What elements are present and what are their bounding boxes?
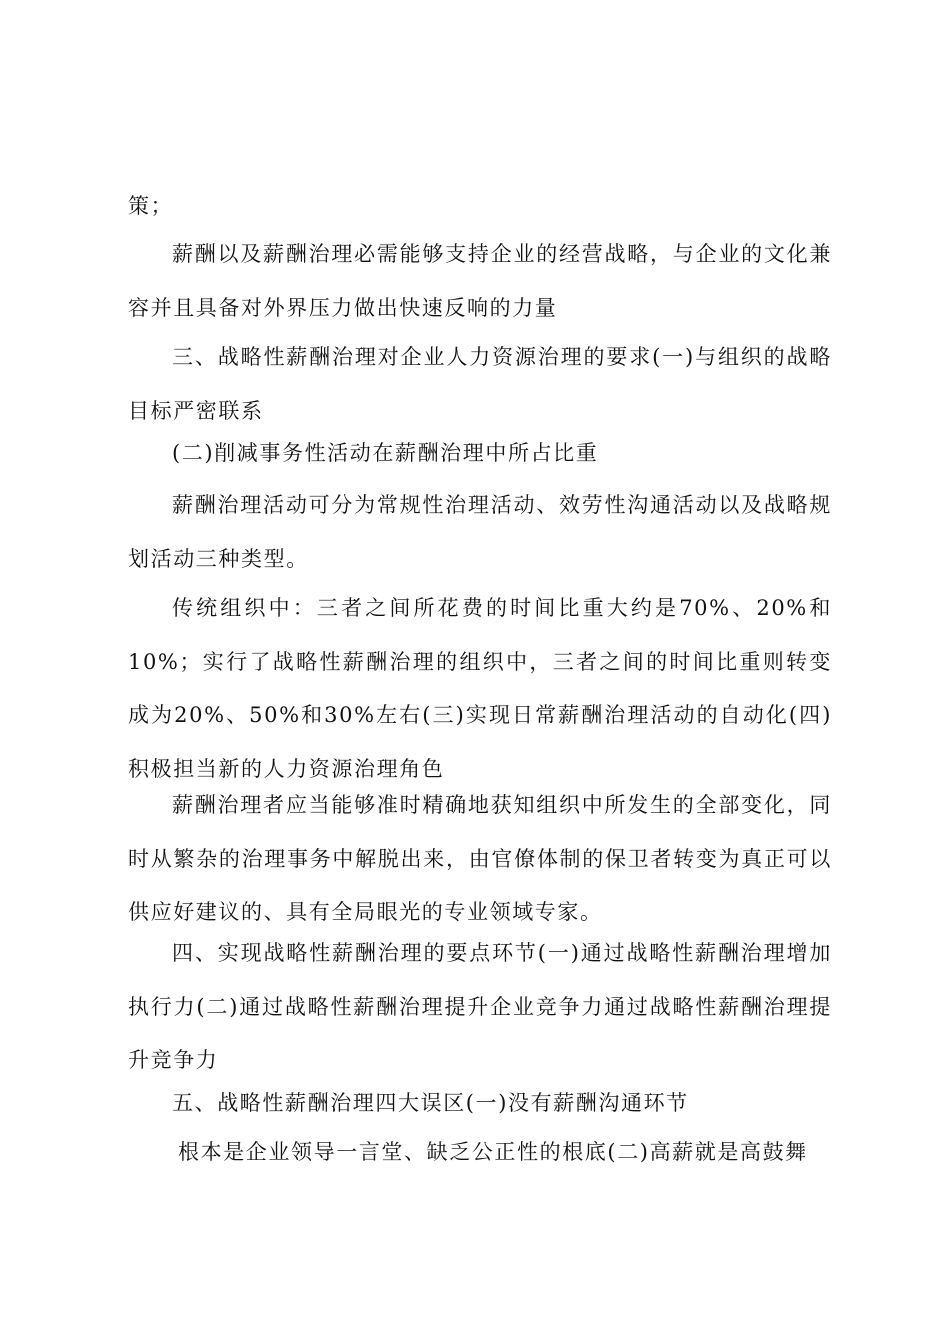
paragraph-4: (二)削减事务性活动在薪酬治理中所占比重: [172, 441, 599, 465]
paragraph-10: 根本是企业领导一言堂、缺乏公正性的根底(二)高薪就是高鼓舞: [178, 1140, 808, 1164]
paragraph-9: 五、战略性薪酬治理四大误区(一)没有薪酬沟通环节: [172, 1091, 689, 1115]
paragraph-1: 策；: [128, 194, 174, 218]
paragraph-3: 三、战略性薪酬治理对企业人力资源治理的要求(一)与组织的战略目标严密联系: [128, 345, 832, 423]
paragraph-5: 薪酬治理活动可分为常规性治理活动、效劳性沟通活动以及战略规划活动三种类型。: [128, 493, 832, 571]
paragraph-8: 四、实现战略性薪酬治理的要点环节(一)通过战略性薪酬治理增加执行力(二)通过战略性薪酬治理提升企业竞争力通过战略性薪酬治理提升竞争力: [128, 941, 832, 1072]
paragraph-2: 薪酬以及薪酬治理必需能够支持企业的经营战略，与企业的文化兼容并且具备对外界压力做出快速反响的力量: [128, 242, 832, 320]
paragraph-7: 薪酬治理者应当能够准时精确地获知组织中所发生的全部变化，同时从繁杂的治理事务中解脱出来，由官僚体制的保卫者转变为真正可以供应好建议的、具有全局眼光的专业领域专家。: [128, 793, 832, 924]
paragraph-6: 传统组织中：三者之间所花费的时间比重大约是70%、20%和10%；实行了战略性薪酬治理的组织中，三者之间的时间比重则转变成为20%、50%和30%左右(三)实现日常薪酬治理活动的自动化(四)积极担当新的人力资源治理角色: [128, 596, 832, 781]
